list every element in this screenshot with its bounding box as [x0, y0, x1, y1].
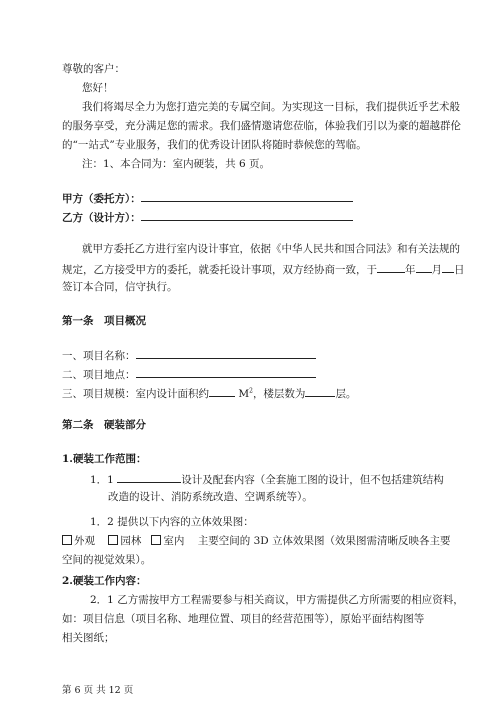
floors-suffix: 层。	[335, 388, 357, 400]
project-scale-row	[62, 385, 356, 401]
preamble-line: 签订本合同，信守执行。	[62, 281, 178, 293]
month-label: 月	[431, 264, 442, 276]
options-description: 主要空间的 3D 立体效果图（效果图需清晰反映各主要	[197, 535, 451, 547]
article-1-title: 第一条 项目概况	[62, 315, 146, 327]
work-content-line: 相关图纸；	[62, 632, 115, 644]
project-scale-label: 三、项目规模：室内设计面积约	[62, 388, 209, 400]
area-unit-exponent: 2	[249, 387, 253, 395]
year-blank[interactable]	[377, 261, 405, 273]
article-2-title: 第二条 硬装部分	[62, 419, 146, 431]
party-a-label: 甲方（委托方）：	[62, 193, 141, 205]
scope-item-text-cont: 改造的设计、消防系统改造、空调系统等）。	[108, 491, 313, 503]
area-unit-text: M	[238, 388, 250, 400]
party-b-row	[62, 209, 353, 225]
contract-note: 注：1、本合同为：室内硬装，共 6 页。	[82, 158, 271, 170]
preamble-line: 就甲方委托乙方进行室内设计事宜，依据《中华人民共和国合同法》和有关法规的	[82, 243, 460, 255]
scope-item-1-1	[90, 471, 444, 487]
checkbox-exterior[interactable]	[62, 535, 72, 545]
options-description-cont: 空间的视觉效果）。	[62, 554, 152, 566]
option-landscape-label: 园林	[120, 535, 142, 547]
party-a-row	[62, 190, 353, 206]
intro-paragraph-line: 的服务享受，充分满足您的需求。我们盛情邀请您莅临，体验我们引以为豪的超越群伦	[62, 120, 461, 132]
preamble-text: 规定，乙方接受甲方的委托，就委托设计事项，双方经协商一致，于	[62, 264, 377, 276]
day-label: 日	[454, 264, 465, 276]
work-content-section-title: 2.硬装工作内容：	[62, 575, 147, 587]
intro-paragraph-line: 的“一站式”专业服务，我们的优秀设计团队将随时恭候您的驾临。	[62, 139, 367, 151]
work-content-line: 如：项目信息（项目名称、地理位置、项目的经营范围等），原始平面结构图等	[62, 613, 425, 625]
checkbox-landscape[interactable]	[108, 535, 118, 545]
project-name-row	[62, 347, 316, 363]
checkbox-interior[interactable]	[151, 535, 161, 545]
project-location-row	[62, 366, 316, 382]
page-footer: 第 6 页 共 12 页	[62, 685, 134, 696]
year-label: 年	[405, 264, 416, 276]
floors-blank[interactable]	[305, 385, 335, 397]
area-blank[interactable]	[209, 385, 235, 397]
day-blank[interactable]	[442, 261, 454, 273]
project-location-label: 二、项目地点：	[62, 369, 136, 381]
option-exterior-label: 外观	[74, 535, 95, 547]
work-content-line: 2．1 乙方需按甲方工程需要参与相关商议，甲方需提供乙方所需要的相应资料，	[90, 594, 464, 606]
rendering-options-row	[62, 534, 451, 548]
preamble-date-line	[62, 261, 465, 277]
month-blank[interactable]	[416, 261, 432, 273]
project-name-label: 一、项目名称：	[62, 350, 136, 362]
area-unit	[238, 388, 253, 400]
party-a-blank[interactable]	[141, 190, 353, 202]
scope-item-1-2: 1．2 提供以下内容的立体效果图：	[90, 516, 254, 528]
scope-item-text: 设计及配套内容（全套施工图的设计，但不包括建筑结构	[181, 474, 444, 486]
scope-blank[interactable]	[117, 471, 181, 483]
project-name-blank[interactable]	[136, 347, 316, 359]
scope-section-title: 1.硬装工作范围：	[62, 453, 147, 465]
party-b-blank[interactable]	[141, 209, 353, 221]
floors-label: ，楼层数为	[252, 388, 306, 400]
project-location-blank[interactable]	[136, 366, 316, 378]
party-b-label: 乙方（设计方）：	[62, 212, 141, 224]
salutation: 尊敬的客户：	[62, 63, 125, 75]
intro-paragraph-line: 我们将竭尽全力为您打造完美的专属空间。为实现这一目标，我们提供近乎艺术般	[82, 101, 460, 113]
greeting: 您好！	[82, 82, 114, 94]
option-interior-label: 室内	[163, 535, 185, 547]
scope-item-number: 1．1	[90, 474, 114, 486]
